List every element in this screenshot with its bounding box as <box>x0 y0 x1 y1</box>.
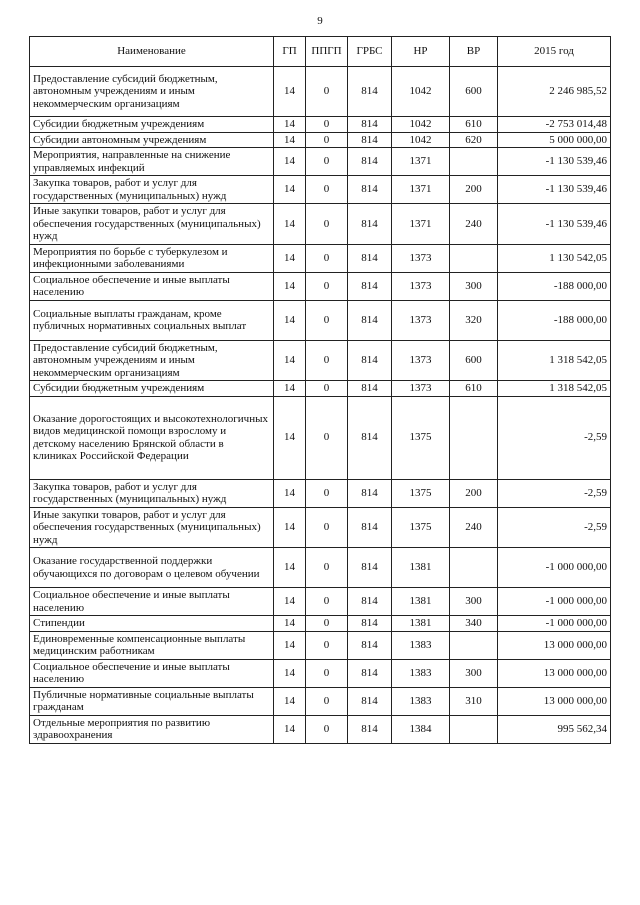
cell-name: Оказание государственной поддержки обучающихся по договорам о целевом обучении <box>30 548 274 588</box>
cell-amount: -2,59 <box>498 507 611 548</box>
cell-grbs: 814 <box>348 381 392 397</box>
cell-vr: 240 <box>450 204 498 245</box>
cell-grbs: 814 <box>348 204 392 245</box>
cell-gp: 14 <box>274 687 306 715</box>
cell-grbs: 814 <box>348 244 392 272</box>
cell-vr <box>450 715 498 743</box>
cell-nr: 1373 <box>392 272 450 300</box>
cell-nr: 1373 <box>392 340 450 381</box>
cell-amount: 1 318 542,05 <box>498 381 611 397</box>
cell-ppgp: 0 <box>306 616 348 632</box>
table-row <box>30 548 611 588</box>
cell-ppgp: 0 <box>306 132 348 148</box>
cell-name: Мероприятия, направленные на снижение управляемых инфекций <box>30 148 274 176</box>
cell-ppgp: 0 <box>306 272 348 300</box>
cell-vr: 200 <box>450 479 498 507</box>
cell-ppgp: 0 <box>306 340 348 381</box>
budget-table <box>29 36 611 744</box>
cell-amount: 13 000 000,00 <box>498 631 611 659</box>
cell-amount: -1 000 000,00 <box>498 548 611 588</box>
cell-ppgp: 0 <box>306 631 348 659</box>
cell-name: Публичные нормативные социальные выплаты гражданам <box>30 687 274 715</box>
cell-ppgp: 0 <box>306 148 348 176</box>
cell-gp: 14 <box>274 588 306 616</box>
table-row <box>30 631 611 659</box>
cell-gp: 14 <box>274 715 306 743</box>
cell-gp: 14 <box>274 340 306 381</box>
cell-nr: 1373 <box>392 300 450 340</box>
cell-amount: 995 562,34 <box>498 715 611 743</box>
cell-name: Социальное обеспечение и иные выплаты населению <box>30 272 274 300</box>
cell-grbs: 814 <box>348 396 392 479</box>
cell-gp: 14 <box>274 396 306 479</box>
table-body <box>30 67 611 744</box>
cell-amount: -1 130 539,46 <box>498 148 611 176</box>
cell-ppgp: 0 <box>306 507 348 548</box>
cell-gp: 14 <box>274 176 306 204</box>
cell-amount: 13 000 000,00 <box>498 687 611 715</box>
cell-vr: 610 <box>450 117 498 133</box>
cell-vr: 610 <box>450 381 498 397</box>
cell-ppgp: 0 <box>306 479 348 507</box>
cell-name: Стипендии <box>30 616 274 632</box>
cell-nr: 1375 <box>392 479 450 507</box>
cell-ppgp: 0 <box>306 300 348 340</box>
table-row <box>30 117 611 133</box>
table-row <box>30 507 611 548</box>
cell-vr: 300 <box>450 272 498 300</box>
cell-grbs: 814 <box>348 67 392 117</box>
cell-vr <box>450 396 498 479</box>
cell-amount: 5 000 000,00 <box>498 132 611 148</box>
cell-amount: 1 130 542,05 <box>498 244 611 272</box>
cell-name: Иные закупки товаров, работ и услуг для обеспечения государственных (муниципальных) нужд <box>30 204 274 245</box>
table-row <box>30 148 611 176</box>
table-row <box>30 616 611 632</box>
table-row <box>30 132 611 148</box>
col-header-vr: ВР <box>450 37 498 67</box>
cell-nr: 1371 <box>392 148 450 176</box>
cell-name: Отдельные мероприятия по развитию здравоохранения <box>30 715 274 743</box>
table-row <box>30 300 611 340</box>
cell-vr: 300 <box>450 659 498 687</box>
cell-gp: 14 <box>274 67 306 117</box>
cell-ppgp: 0 <box>306 396 348 479</box>
cell-nr: 1042 <box>392 117 450 133</box>
cell-name: Субсидии бюджетным учреждениям <box>30 117 274 133</box>
cell-vr: 320 <box>450 300 498 340</box>
cell-grbs: 814 <box>348 340 392 381</box>
cell-name: Социальное обеспечение и иные выплаты населению <box>30 588 274 616</box>
col-header-ppgp: ППГП <box>306 37 348 67</box>
cell-gp: 14 <box>274 117 306 133</box>
col-header-amount: 2015 год <box>498 37 611 67</box>
cell-vr <box>450 548 498 588</box>
cell-ppgp: 0 <box>306 176 348 204</box>
cell-nr: 1381 <box>392 548 450 588</box>
cell-gp: 14 <box>274 244 306 272</box>
table-row <box>30 244 611 272</box>
cell-ppgp: 0 <box>306 715 348 743</box>
header-row <box>30 37 611 67</box>
cell-gp: 14 <box>274 659 306 687</box>
table-row <box>30 687 611 715</box>
cell-nr: 1373 <box>392 244 450 272</box>
cell-nr: 1383 <box>392 659 450 687</box>
cell-name: Единовременные компенсационные выплаты медицинским работникам <box>30 631 274 659</box>
cell-gp: 14 <box>274 631 306 659</box>
cell-amount: 13 000 000,00 <box>498 659 611 687</box>
cell-gp: 14 <box>274 479 306 507</box>
table-row <box>30 381 611 397</box>
cell-grbs: 814 <box>348 300 392 340</box>
cell-gp: 14 <box>274 548 306 588</box>
cell-amount: -2 753 014,48 <box>498 117 611 133</box>
cell-amount: -1 000 000,00 <box>498 588 611 616</box>
cell-ppgp: 0 <box>306 117 348 133</box>
cell-amount: -2,59 <box>498 396 611 479</box>
cell-nr: 1371 <box>392 204 450 245</box>
cell-nr: 1373 <box>392 381 450 397</box>
table-row <box>30 340 611 381</box>
table-row <box>30 67 611 117</box>
table-row <box>30 659 611 687</box>
table-row <box>30 176 611 204</box>
cell-grbs: 814 <box>348 507 392 548</box>
cell-amount: -1 130 539,46 <box>498 204 611 245</box>
cell-grbs: 814 <box>348 616 392 632</box>
cell-gp: 14 <box>274 148 306 176</box>
cell-vr: 600 <box>450 67 498 117</box>
cell-ppgp: 0 <box>306 67 348 117</box>
cell-gp: 14 <box>274 507 306 548</box>
cell-gp: 14 <box>274 204 306 245</box>
cell-vr: 200 <box>450 176 498 204</box>
cell-name: Предоставление субсидий бюджетным, автономным учреждениям и иным некоммерческим организациям <box>30 340 274 381</box>
cell-nr: 1371 <box>392 176 450 204</box>
cell-grbs: 814 <box>348 148 392 176</box>
table-row <box>30 204 611 245</box>
col-header-name: Наименование <box>30 37 274 67</box>
cell-ppgp: 0 <box>306 244 348 272</box>
cell-ppgp: 0 <box>306 687 348 715</box>
cell-grbs: 814 <box>348 687 392 715</box>
cell-nr: 1381 <box>392 588 450 616</box>
cell-vr <box>450 631 498 659</box>
cell-nr: 1383 <box>392 631 450 659</box>
page-number: 9 <box>317 15 323 27</box>
cell-name: Мероприятия по борьбе с туберкулезом и инфекционными заболеваниями <box>30 244 274 272</box>
cell-amount: -188 000,00 <box>498 300 611 340</box>
cell-vr <box>450 148 498 176</box>
cell-nr: 1383 <box>392 687 450 715</box>
cell-gp: 14 <box>274 381 306 397</box>
cell-vr: 310 <box>450 687 498 715</box>
cell-gp: 14 <box>274 300 306 340</box>
table-row <box>30 272 611 300</box>
cell-grbs: 814 <box>348 659 392 687</box>
cell-nr: 1375 <box>392 507 450 548</box>
cell-grbs: 814 <box>348 548 392 588</box>
cell-name: Предоставление субсидий бюджетным, автономным учреждениям и иным некоммерческим организациям <box>30 67 274 117</box>
cell-nr: 1042 <box>392 67 450 117</box>
cell-nr: 1375 <box>392 396 450 479</box>
cell-vr: 620 <box>450 132 498 148</box>
cell-vr: 340 <box>450 616 498 632</box>
cell-grbs: 814 <box>348 132 392 148</box>
cell-grbs: 814 <box>348 715 392 743</box>
cell-amount: -2,59 <box>498 479 611 507</box>
cell-name: Субсидии автономным учреждениям <box>30 132 274 148</box>
table-row <box>30 479 611 507</box>
cell-name: Закупка товаров, работ и услуг для государственных (муниципальных) нужд <box>30 176 274 204</box>
cell-ppgp: 0 <box>306 204 348 245</box>
cell-ppgp: 0 <box>306 548 348 588</box>
cell-amount: -1 000 000,00 <box>498 616 611 632</box>
cell-amount: 1 318 542,05 <box>498 340 611 381</box>
cell-name: Закупка товаров, работ и услуг для государственных (муниципальных) нужд <box>30 479 274 507</box>
table-row <box>30 396 611 479</box>
cell-gp: 14 <box>274 616 306 632</box>
cell-grbs: 814 <box>348 588 392 616</box>
col-header-gp: ГП <box>274 37 306 67</box>
col-header-grbs: ГРБС <box>348 37 392 67</box>
cell-amount: -188 000,00 <box>498 272 611 300</box>
table-row <box>30 588 611 616</box>
cell-ppgp: 0 <box>306 659 348 687</box>
cell-gp: 14 <box>274 132 306 148</box>
cell-grbs: 814 <box>348 479 392 507</box>
cell-vr <box>450 244 498 272</box>
cell-ppgp: 0 <box>306 381 348 397</box>
cell-name: Социальные выплаты гражданам, кроме публичных нормативных социальных выплат <box>30 300 274 340</box>
cell-name: Социальное обеспечение и иные выплаты населению <box>30 659 274 687</box>
table-row <box>30 715 611 743</box>
cell-nr: 1042 <box>392 132 450 148</box>
cell-ppgp: 0 <box>306 588 348 616</box>
cell-name: Иные закупки товаров, работ и услуг для обеспечения государственных (муниципальных) нужд <box>30 507 274 548</box>
cell-amount: 2 246 985,52 <box>498 67 611 117</box>
cell-nr: 1384 <box>392 715 450 743</box>
cell-grbs: 814 <box>348 176 392 204</box>
cell-vr: 240 <box>450 507 498 548</box>
cell-nr: 1381 <box>392 616 450 632</box>
cell-name: Субсидии бюджетным учреждениям <box>30 381 274 397</box>
cell-vr: 300 <box>450 588 498 616</box>
cell-grbs: 814 <box>348 117 392 133</box>
cell-gp: 14 <box>274 272 306 300</box>
cell-name: Оказание дорогостоящих и высокотехнологичных видов медицинской помощи взрослому и детскому населению Брянской области в клиниках Российской Федерации <box>30 396 274 479</box>
cell-grbs: 814 <box>348 631 392 659</box>
col-header-nr: НР <box>392 37 450 67</box>
cell-vr: 600 <box>450 340 498 381</box>
cell-grbs: 814 <box>348 272 392 300</box>
cell-amount: -1 130 539,46 <box>498 176 611 204</box>
